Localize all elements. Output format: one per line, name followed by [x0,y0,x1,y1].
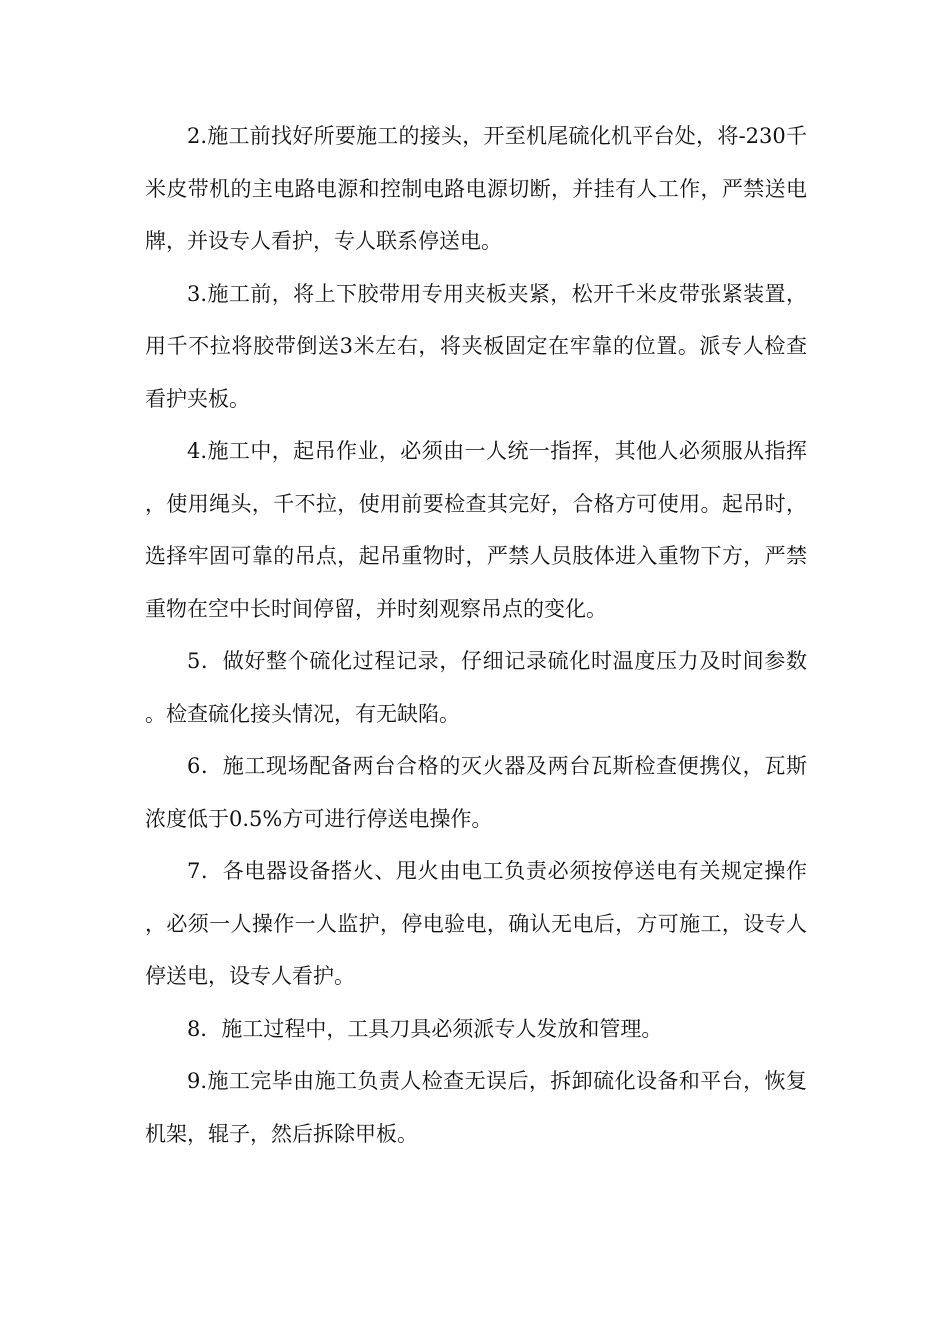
paragraph-item-2: 2.施工前找好所要施工的接头，开至机尾硫化机平台处，将-230千米皮带机的主电路电源和控制电路电源切断，并挂有人工作，严禁送电牌，并设专人看护，专人联系停送电。 [145,124,807,253]
paragraph-item-8: 8．施工过程中，工具刀具必须派专人发放和管理。 [187,1016,663,1041]
paragraph-item-4: 4.施工中，起吊作业，必须由一人统一指挥，其他人必须服从指挥，使用绳头，千不拉，使用前要检查其完好，合格方可使用。起吊时，选择牢固可靠的吊点，起吊重物时，严禁人员肢体进入重物下方，严禁重物在空中长时间停留，并时刻观察吊点的变化。 [145,439,807,621]
paragraph-item-9: 9.施工完毕由施工负责人检查无误后，拆卸硫化设备和平台，恢复机架，辊子，然后拆除甲板。 [145,1069,807,1146]
paragraph-item-7: 7．各电器设备搭火、甩火由电工负责必须按停送电有关规定操作，必须一人操作一人监护，停电验电，确认无电后，方可施工，设专人停送电，设专人看护。 [145,859,807,988]
paragraph-item-5: 5．做好整个硫化过程记录，仔细记录硫化时温度压力及时间参数。检查硫化接头情况，有无缺陷。 [145,649,807,726]
document-body [145,110,807,1160]
paragraph-item-3: 3.施工前，将上下胶带用专用夹板夹紧，松开千米皮带张紧装置，用千不拉将胶带倒送3米左右，将夹板固定在牢靠的位置。派专人检查看护夹板。 [145,281,807,411]
paragraph-item-6: 6．施工现场配备两台合格的灭火器及两台瓦斯检查便携仪，瓦斯浓度低于0.5%方可进行停送电操作。 [145,754,807,831]
